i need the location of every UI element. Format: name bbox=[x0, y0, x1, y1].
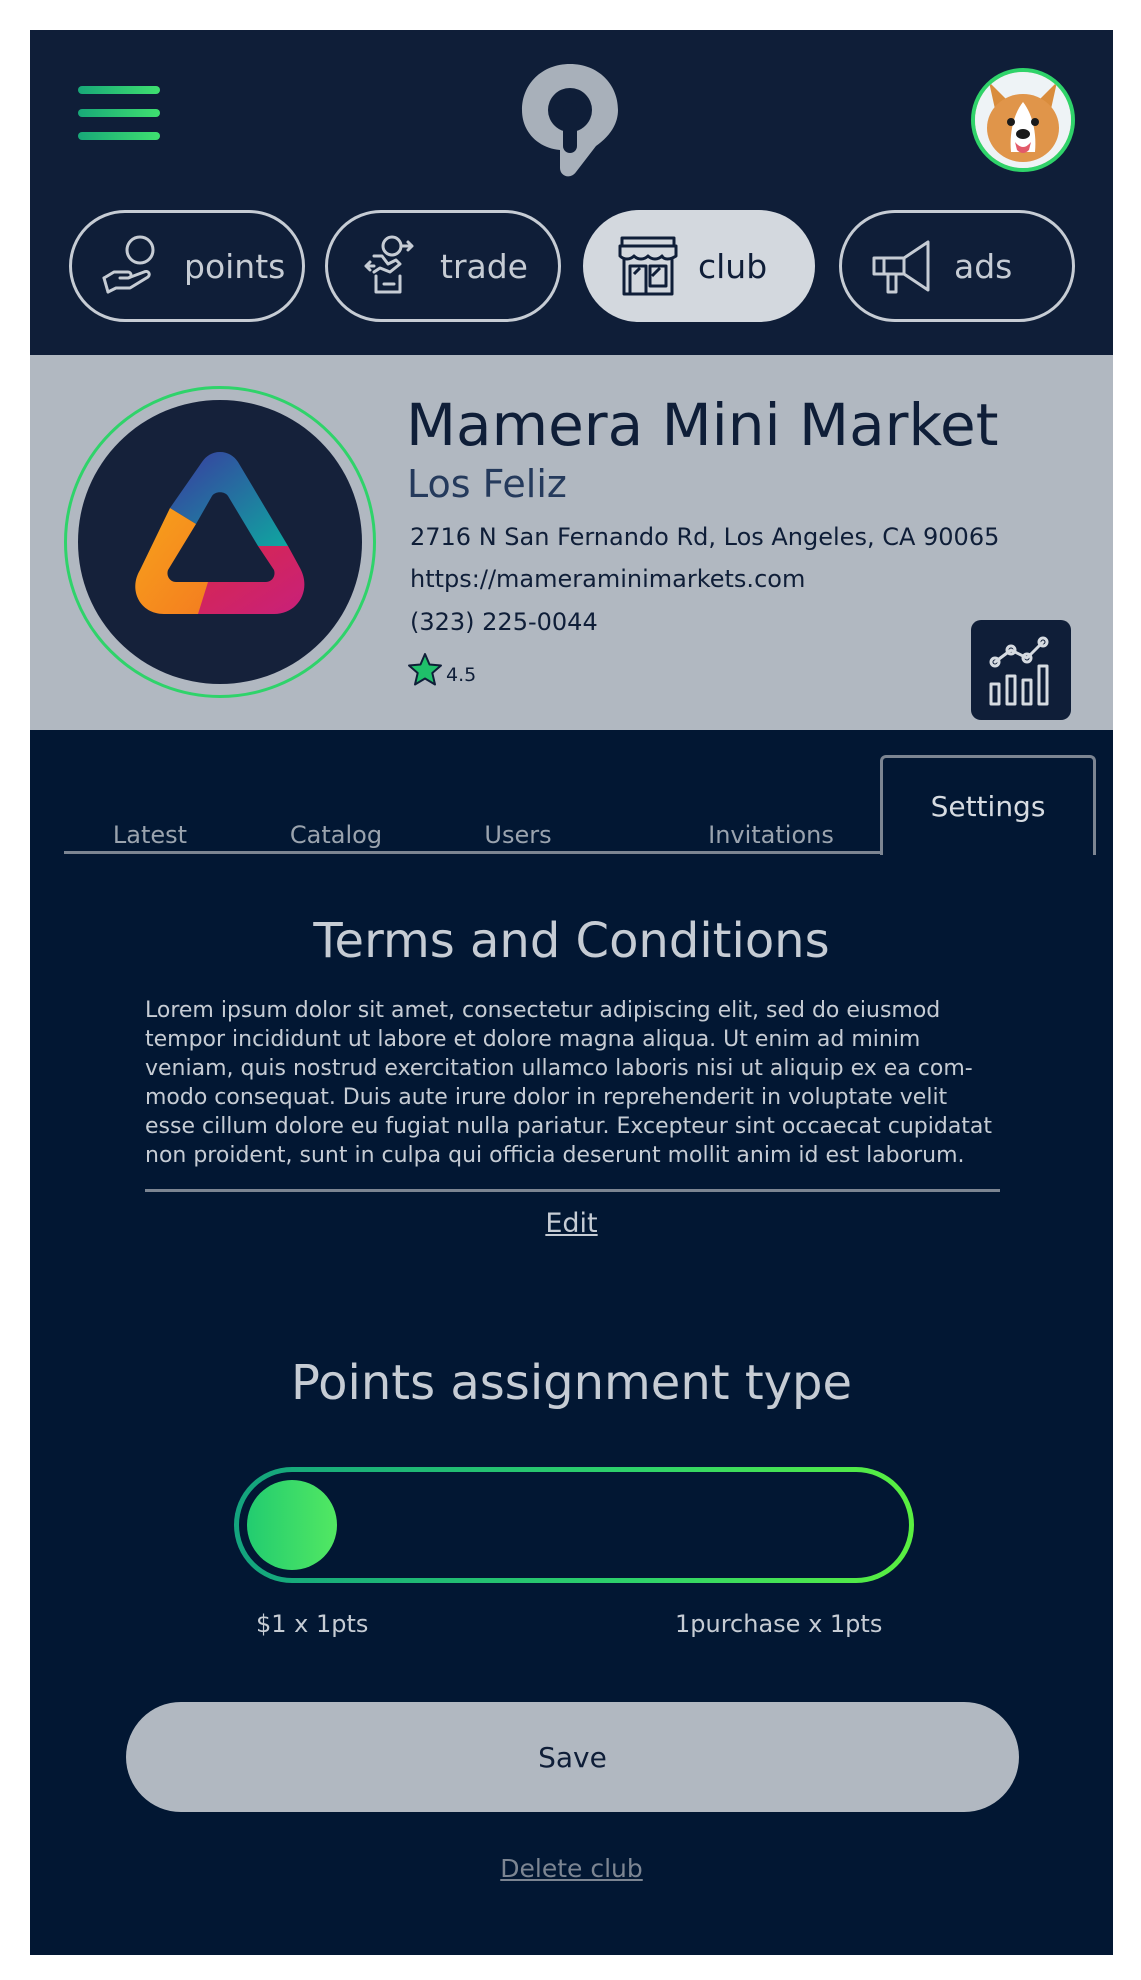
option-dollar-label: $1 x 1pts bbox=[256, 1610, 369, 1638]
club-rating bbox=[406, 651, 476, 689]
stats-button[interactable] bbox=[971, 620, 1071, 720]
club-website[interactable]: https://mameraminimarkets.com bbox=[410, 565, 806, 593]
nav-club[interactable] bbox=[583, 210, 815, 322]
club-neighborhood: Los Feliz bbox=[407, 462, 567, 506]
star-icon bbox=[406, 651, 444, 689]
tab-catalog[interactable]: Catalog bbox=[289, 821, 383, 849]
club-logo-ring bbox=[64, 386, 376, 698]
nav-points-label: points bbox=[184, 246, 286, 286]
hand-coin-icon bbox=[100, 232, 168, 300]
terms-divider bbox=[145, 1189, 1000, 1192]
terms-line: veniam, quis nostrud exercitation ullamco laboris nisi ut aliquip ex ea com- bbox=[145, 1056, 973, 1081]
points-title: Points assignment type bbox=[290, 1355, 853, 1411]
points-type-toggle[interactable] bbox=[234, 1467, 914, 1583]
bar-chart-trend-icon bbox=[971, 620, 1071, 720]
terms-line: tempor incididunt ut labore et dolore magna aliqua. Ut enim ad minim bbox=[145, 1027, 921, 1052]
location-pin-logo-icon bbox=[516, 58, 624, 182]
app-screen bbox=[30, 30, 1113, 1955]
save-button[interactable]: Save bbox=[126, 1702, 1019, 1812]
nav-club-label: club bbox=[698, 246, 768, 286]
option-purchase-label: 1purchase x 1pts bbox=[675, 1610, 883, 1638]
club-name: Mamera Mini Market bbox=[406, 391, 999, 459]
terms-line: non proident, sunt in culpa qui officia deserunt mollit anim id est laborum. bbox=[145, 1143, 965, 1168]
dog-avatar-icon bbox=[975, 72, 1071, 168]
exchange-icon bbox=[356, 232, 424, 300]
tab-settings[interactable]: Settings bbox=[880, 755, 1096, 855]
nav-trade[interactable] bbox=[325, 210, 561, 322]
megaphone-icon bbox=[870, 232, 938, 300]
tab-latest[interactable]: Latest bbox=[112, 821, 188, 849]
triangle-logo-icon bbox=[78, 400, 362, 684]
club-address: 2716 N San Fernando Rd, Los Angeles, CA 90065 bbox=[410, 523, 1000, 551]
edit-terms-link[interactable]: Edit bbox=[545, 1208, 598, 1239]
nav-trade-label: trade bbox=[440, 246, 528, 286]
terms-line: esse cillum dolore eu fugiat nulla pariatur. Excepteur sint occaecat cupidatat bbox=[145, 1114, 993, 1139]
hamburger-menu-icon[interactable] bbox=[78, 78, 160, 148]
club-profile-card bbox=[30, 355, 1113, 730]
user-avatar[interactable] bbox=[971, 68, 1075, 172]
delete-club-link[interactable]: Delete club bbox=[500, 1854, 643, 1883]
toggle-track bbox=[239, 1472, 909, 1578]
terms-line: Lorem ipsum dolor sit amet, consectetur adipiscing elit, sed do eiusmod bbox=[145, 998, 941, 1023]
nav-ads-label: ads bbox=[954, 246, 1013, 286]
club-phone[interactable]: (323) 225-0044 bbox=[410, 608, 598, 636]
toggle-knob[interactable] bbox=[247, 1480, 337, 1570]
terms-title: Terms and Conditions bbox=[313, 913, 830, 969]
tab-invitations[interactable]: Invitations bbox=[708, 821, 834, 849]
terms-text bbox=[145, 996, 1005, 1170]
tab-divider bbox=[64, 851, 882, 854]
terms-line: modo consequat. Duis aute irure dolor in reprehenderit in voluptate velit bbox=[145, 1085, 948, 1110]
storefront-icon bbox=[614, 232, 682, 300]
tab-users[interactable]: Users bbox=[484, 821, 552, 849]
rating-value: 4.5 bbox=[446, 664, 477, 686]
top-header bbox=[30, 30, 1113, 355]
nav-points[interactable] bbox=[69, 210, 305, 322]
nav-ads[interactable] bbox=[839, 210, 1075, 322]
club-logo bbox=[78, 400, 362, 684]
